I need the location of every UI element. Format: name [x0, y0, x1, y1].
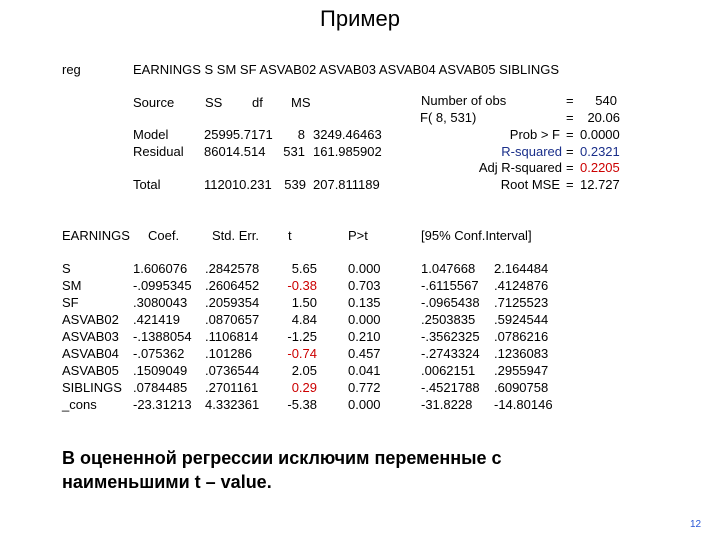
- coef-cell-t: -5.38: [287, 397, 317, 412]
- command-label: reg: [62, 62, 81, 77]
- coef-cell-var: S: [62, 261, 71, 276]
- coef-cell-var: _cons: [62, 397, 97, 412]
- coef-cell-coef: .1509049: [133, 363, 188, 378]
- anova-header-source: Source: [133, 95, 175, 110]
- anova-ms-model: 3249.46463: [313, 127, 382, 142]
- coef-cell-hi: 2.164484: [494, 261, 549, 276]
- anova-df-total: 539: [284, 177, 306, 192]
- stat-eq-adj-rsquared: =: [566, 160, 574, 175]
- stat-value-rootmse: 12.727: [580, 177, 620, 192]
- coef-cell-var: SIBLINGS: [62, 380, 122, 395]
- command-variables: EARNINGS S SM SF ASVAB02 ASVAB03 ASVAB04 ASVAB05 SIBLINGS: [133, 62, 560, 77]
- coef-cell-coef: -.075362: [133, 346, 185, 361]
- coef-cell-p: 0.135: [348, 295, 381, 310]
- slide-title: Пример: [320, 6, 400, 31]
- stat-value-probf: 0.0000: [580, 127, 620, 142]
- coef-cell-var: ASVAB05: [62, 363, 119, 378]
- stat-eq-probf: =: [566, 127, 574, 142]
- coef-cell-p: 0.703: [348, 278, 381, 293]
- coef-column-ci-high: [494, 260, 553, 413]
- coef-cell-lo: .2503835: [421, 312, 476, 327]
- coef-cell-coef: -23.31213: [133, 397, 192, 412]
- coef-cell-lo: 1.047668: [421, 261, 476, 276]
- coef-cell-coef: -.1388054: [133, 329, 192, 344]
- stat-label-rootmse: Root MSE: [500, 177, 560, 192]
- coef-cell-var: SF: [62, 295, 79, 310]
- stat-label-adj-rsquared: Adj R-squared: [478, 160, 562, 175]
- coef-cell-t: 0.29: [291, 380, 317, 395]
- coef-cell-se: .2059354: [205, 295, 260, 310]
- coef-cell-lo: -.0965438: [421, 295, 480, 310]
- conclusion-text: В оцененной регрессии исключим переменные с наименьшими t – value.: [62, 448, 502, 492]
- coef-cell-p: 0.041: [348, 363, 381, 378]
- coef-cell-t: -1.25: [287, 329, 317, 344]
- coef-cell-var: ASVAB04: [62, 346, 119, 361]
- coef-cell-t: -0.38: [287, 278, 317, 293]
- coef-cell-se: .2606452: [205, 278, 260, 293]
- anova-source-residual: Residual: [133, 144, 184, 159]
- coef-cell-lo: -31.8228: [421, 397, 473, 412]
- coef-cell-se: .1106814: [205, 329, 259, 344]
- coef-header-ci: [95% Conf.Interval]: [421, 228, 532, 243]
- page-number: 12: [690, 519, 702, 530]
- stat-value-adj-rsquared: 0.2205: [580, 160, 620, 175]
- coef-cell-se: .0870657: [205, 312, 260, 327]
- coef-column-ci-low: [421, 260, 480, 413]
- coef-cell-p: 0.000: [348, 397, 381, 412]
- coef-column-variable: [62, 260, 122, 413]
- coef-cell-se: .0736544: [205, 363, 260, 378]
- anova-df-model: 8: [297, 127, 305, 142]
- coef-cell-lo: -.2743324: [421, 346, 480, 361]
- anova-ms-residual: 161.985902: [313, 144, 382, 159]
- coef-cell-t: 2.05: [291, 363, 317, 378]
- coef-column-t: [275, 260, 317, 413]
- stat-value-rsquared: 0.2321: [580, 144, 620, 159]
- coef-cell-p: 0.210: [348, 329, 381, 344]
- coef-column-coef: [133, 260, 192, 413]
- coef-header-var: EARNINGS: [62, 228, 130, 243]
- stat-label-probf: Prob > F: [509, 127, 560, 142]
- anova-source-model: Model: [133, 127, 169, 142]
- anova-ss-total: 112010.231: [204, 177, 272, 192]
- coef-cell-var: ASVAB02: [62, 312, 119, 327]
- coef-cell-se: 4.332361: [205, 397, 260, 412]
- coef-cell-lo: -.3562325: [421, 329, 480, 344]
- coef-cell-lo: .0062151: [421, 363, 476, 378]
- anova-ss-residual: 86014.514: [204, 144, 266, 159]
- coef-cell-t: 5.65: [291, 261, 317, 276]
- coef-cell-lo: -.6115567: [421, 278, 479, 293]
- coef-header-p: P>t: [348, 228, 368, 243]
- coef-cell-hi: .5924544: [494, 312, 549, 327]
- coef-cell-p: 0.772: [348, 380, 381, 395]
- coef-cell-p: 0.000: [348, 312, 381, 327]
- coef-cell-hi: .1236083: [494, 346, 549, 361]
- anova-header-ss: SS: [205, 95, 223, 110]
- coef-cell-coef: 1.606076: [133, 261, 188, 276]
- stat-value-f: 20.06: [587, 110, 620, 125]
- coef-cell-p: 0.000: [348, 261, 381, 276]
- coef-column-p: [348, 260, 381, 413]
- anova-ss-model: 25995.7171: [204, 127, 273, 142]
- coef-cell-hi: .6090758: [494, 380, 549, 395]
- coef-cell-t: 4.84: [291, 312, 317, 327]
- stat-label-nobs: Number of obs: [421, 93, 507, 108]
- coef-column-stderr: [205, 260, 259, 413]
- coef-cell-t: -0.74: [287, 346, 317, 361]
- stat-eq-nobs: =: [566, 93, 574, 108]
- stat-eq-rsquared: =: [566, 144, 574, 159]
- coef-header-se: Std. Err.: [212, 228, 259, 243]
- coef-cell-lo: -.4521788: [421, 380, 480, 395]
- stat-eq-rootmse: =: [566, 177, 574, 192]
- stat-value-nobs: 540: [595, 93, 617, 108]
- coef-cell-hi: .0786216: [494, 329, 549, 344]
- stat-label-rsquared: R-squared: [501, 144, 562, 159]
- coef-cell-coef: .3080043: [133, 295, 188, 310]
- coef-cell-p: 0.457: [348, 346, 381, 361]
- coef-header-t: t: [288, 228, 292, 243]
- anova-source-total: Total: [133, 177, 161, 192]
- coef-cell-se: .2701161: [205, 380, 259, 395]
- coef-cell-var: ASVAB03: [62, 329, 119, 344]
- coef-cell-coef: .0784485: [133, 380, 188, 395]
- anova-header-df: df: [252, 95, 263, 110]
- coef-cell-se: .101286: [205, 346, 252, 361]
- stat-eq-f: =: [566, 110, 574, 125]
- coef-header-coef: Coef.: [148, 228, 180, 243]
- anova-ms-total: 207.811189: [313, 177, 380, 192]
- coef-cell-hi: .4124876: [494, 278, 549, 293]
- coef-cell-se: .2842578: [205, 261, 260, 276]
- stat-label-f: F( 8, 531): [420, 110, 477, 125]
- anova-header-ms: MS: [291, 95, 311, 110]
- coef-cell-hi: .2955947: [494, 363, 549, 378]
- coef-cell-coef: -.0995345: [133, 278, 192, 293]
- coef-cell-var: SM: [62, 278, 82, 293]
- anova-df-residual: 531: [283, 144, 305, 159]
- coef-cell-hi: -14.80146: [494, 397, 553, 412]
- coef-cell-t: 1.50: [291, 295, 317, 310]
- coef-cell-hi: .7125523: [494, 295, 549, 310]
- coef-cell-coef: .421419: [133, 312, 180, 327]
